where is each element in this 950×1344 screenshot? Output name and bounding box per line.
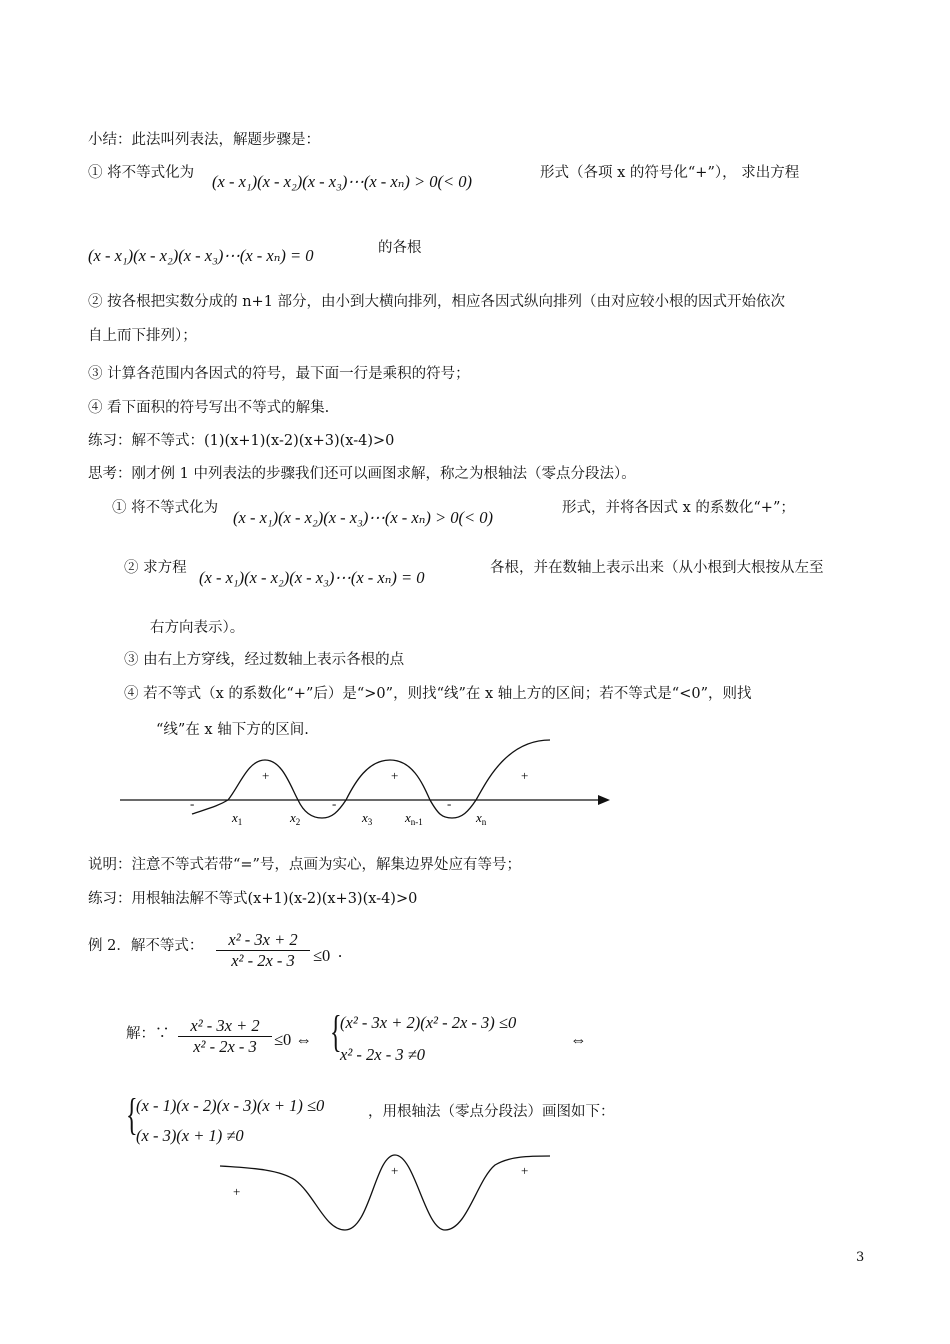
thinking-step1-suffix: 形式，并将各因式 x 的系数化“+”； (562, 500, 795, 516)
solution-label: 解：∵ (126, 1026, 170, 1042)
sign-curve (220, 1155, 550, 1230)
example2-label: 例 2．解不等式： (88, 938, 204, 954)
root-label: $x_n$ (476, 810, 487, 827)
step2-line1: ② 按各根把实数分成的 n+1 部分，由小到大横向排列，相应各因式纵向排列（由对应较小根的因式开始依次 (88, 294, 786, 310)
sign-curve (192, 740, 550, 818)
thinking-step4-line1: ④ 若不等式（x 的系数化“+”后）是“>0”，则找“线”在 x 轴上方的区间；若不等式是“<0”，则找 (124, 686, 752, 702)
sign-label: + (521, 768, 529, 783)
sign-label: + (391, 1163, 399, 1178)
step1-suffix2: 的各根 (378, 240, 422, 256)
system1-line1: (x² - 3x + 2)(x² - 2x - 3) ≤0 (340, 1013, 517, 1032)
summary-title: 小结：此法叫列表法，解题步骤是： (88, 132, 320, 148)
solution-relation: ≤0 ⇔ (274, 1030, 312, 1049)
step1-formula: (x - x₁)(x - x₂)(x - x₃)⋯(x - xₙ) > 0(< 0) (212, 172, 473, 191)
step2-line2: 自上而下排列）； (88, 328, 197, 344)
root-label: $x_3$ (362, 810, 373, 827)
exercise-1: 练习：解不等式：(1)(x+1)(x-2)(x+3)(x-4)>0 (88, 433, 395, 449)
system2-line2: (x - 3)(x + 1) ≠0 (136, 1126, 244, 1145)
thinking-step2-suffix: 各根，并在数轴上表示出来（从小根到大根按从左至 (490, 560, 824, 576)
thinking-intro: 思考：刚才例 1 中列表法的步骤我们还可以画图求解，称之为根轴法（零点分段法）。 (88, 466, 636, 482)
example2-relation: ≤0 (313, 946, 331, 965)
sign-label: + (233, 1184, 241, 1199)
sign-label: + (521, 1163, 529, 1178)
sign-label: + (262, 768, 270, 783)
system-brace: { (330, 1007, 342, 1056)
thinking-step4-line2: “线”在 x 轴下方的区间. (156, 722, 309, 738)
thinking-step1-prefix: ① 将不等式化为 (112, 500, 219, 516)
solution-fraction (178, 1016, 272, 1057)
sign-label: - (332, 796, 337, 811)
step4: ④ 看下面积的符号写出不等式的解集. (88, 400, 330, 416)
example2-end: . (338, 942, 343, 961)
solution-numerator: x² - 3x + 2 (190, 1016, 260, 1035)
system2-suffix: ，用根轴法（零点分段法）画图如下： (368, 1104, 615, 1120)
sign-label: + (391, 768, 399, 783)
root-axis-graph (110, 730, 620, 830)
thinking-step3: ③ 由右上方穿线，经过数轴上表示各根的点 (124, 652, 405, 668)
step1-formula2: (x - x₁)(x - x₂)(x - x₃)⋯(x - xₙ) = 0 (88, 246, 314, 265)
root-label: $x_{n-1}$ (405, 810, 423, 827)
step3: ③ 计算各范围内各因式的符号，最下面一行是乘积的符号； (88, 366, 470, 382)
root-axis-graph-2 (215, 1150, 560, 1240)
axis-arrow (598, 795, 610, 805)
example2-numerator: x² - 3x + 2 (228, 930, 298, 949)
solution-denominator: x² - 2x - 3 (193, 1037, 257, 1056)
system-brace: { (126, 1090, 138, 1139)
example2-denominator: x² - 2x - 3 (231, 951, 295, 970)
thinking-step2-line2: 右方向表示）。 (150, 620, 245, 636)
system1-line2: x² - 2x - 3 ≠0 (340, 1045, 426, 1064)
step1-suffix: 形式（各项 x 的符号化“+”）， 求出方程 (540, 165, 800, 181)
step1-prefix: ① 将不等式化为 (88, 165, 195, 181)
root-label: $x_1$ (232, 810, 243, 827)
sign-label: - (447, 796, 452, 811)
sign-label: - (190, 796, 195, 811)
note: 说明：注意不等式若带“=”号，点画为实心，解集边界处应有等号； (88, 857, 521, 873)
page-number: 3 (856, 1250, 865, 1265)
system2-line1: (x - 1)(x - 2)(x - 3)(x + 1) ≤0 (136, 1096, 325, 1115)
thinking-step2-formula: (x - x₁)(x - x₂)(x - x₃)⋯(x - xₙ) = 0 (199, 568, 425, 587)
thinking-step1-formula: (x - x₁)(x - x₂)(x - x₃)⋯(x - xₙ) > 0(< 0) (233, 508, 494, 527)
exercise-2: 练习：用根轴法解不等式(x+1)(x-2)(x+3)(x-4)>0 (88, 891, 418, 907)
thinking-step2-prefix: ② 求方程 (124, 560, 187, 576)
equivalence-symbol: ⇔ (570, 1030, 587, 1049)
root-label: $x_2$ (290, 810, 301, 827)
example2-fraction (216, 930, 310, 971)
